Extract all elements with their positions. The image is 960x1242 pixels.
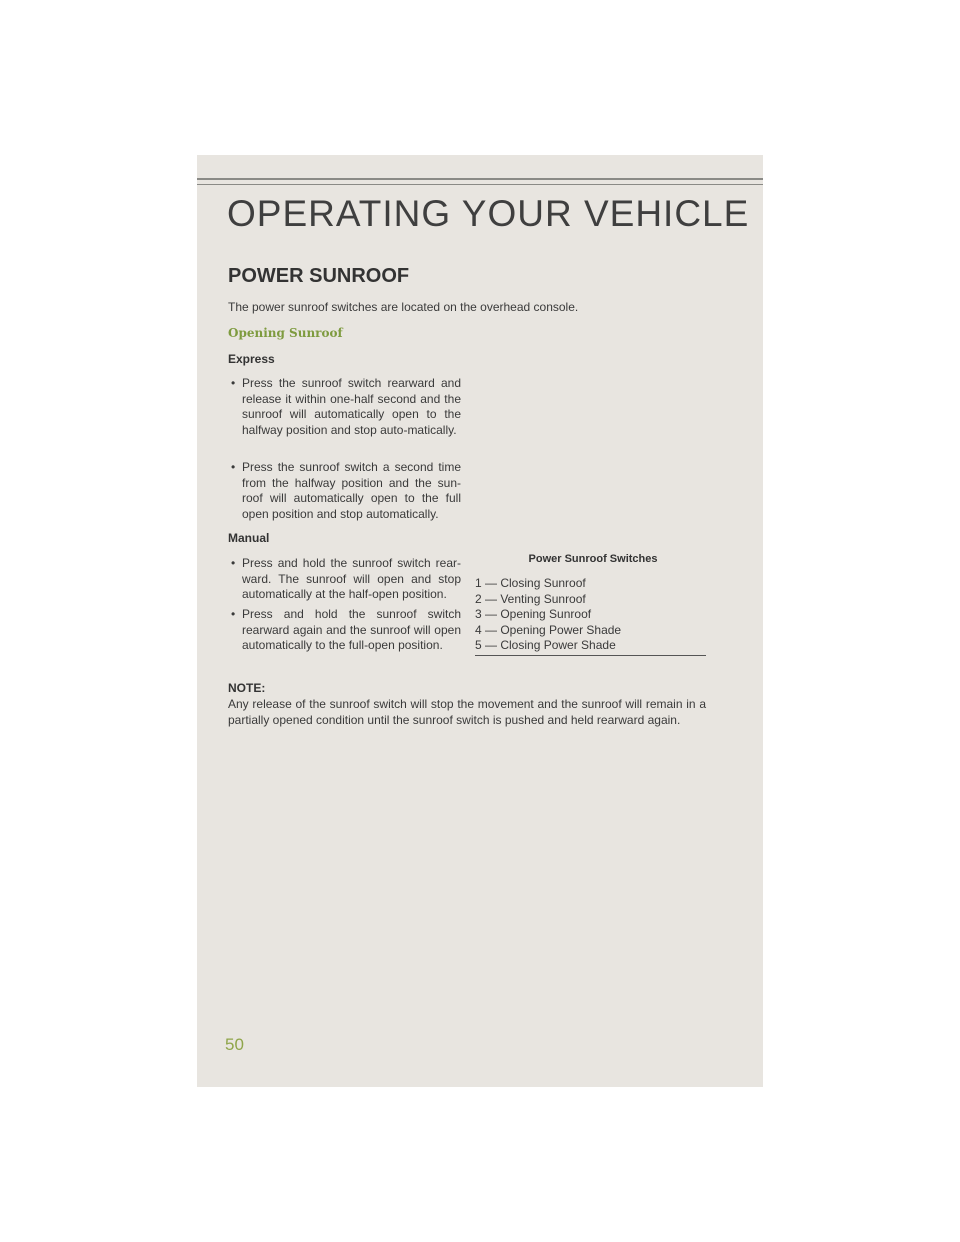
bullet-icon: • xyxy=(231,376,236,390)
legend-item: 2 — Venting Sunroof xyxy=(475,591,586,606)
legend-divider xyxy=(475,655,706,656)
bullet-icon: • xyxy=(231,556,236,570)
bullet-icon: • xyxy=(231,460,236,474)
legend-item: 3 — Opening Sunroof xyxy=(475,607,592,621)
legend-item: 4 — Opening Power Shade xyxy=(475,622,622,637)
header-rule-thick xyxy=(197,178,763,180)
figure-legend xyxy=(475,576,621,654)
note-label: NOTE: xyxy=(228,681,266,695)
list-item-text: Press the sunroof switch a second time from the halfway position and the sun-roof will automatically open to the full open position and stop automatically. xyxy=(242,460,461,521)
manual-page xyxy=(197,155,763,1087)
list-item xyxy=(228,460,461,522)
figure-caption: Power Sunroof Switches xyxy=(528,553,658,565)
page-heading: POWER SUNROOF xyxy=(228,265,410,287)
section-title: OPERATING YOUR VEHICLE xyxy=(227,193,750,234)
list-item xyxy=(228,556,461,603)
list-item xyxy=(228,607,461,654)
list-item-text: Press the sunroof switch rearward and release it within one-half second and the sunroof will automatically open to the halfway position and stop auto-matically. xyxy=(242,376,461,437)
legend-item: 1 — Closing Sunroof xyxy=(475,576,586,590)
manual-label: Manual xyxy=(228,531,270,545)
list-item xyxy=(228,376,461,438)
page-number: 50 xyxy=(225,1035,244,1054)
list-item-text: Press and hold the sunroof switch rear-ward. The sunroof will open and stop automatically at the half-open position. xyxy=(242,556,461,601)
subheading-opening-sunroof: Opening Sunroof xyxy=(228,326,343,340)
express-label: Express xyxy=(228,352,275,366)
header-rule-thin xyxy=(197,184,763,185)
intro-text: The power sunroof switches are located on the overhead console. xyxy=(228,300,579,314)
bullet-icon: • xyxy=(231,607,236,621)
list-item-text: Press and hold the sunroof switch rearward again and the sunroof will open automatically to the full-open position. xyxy=(242,607,461,652)
note-text: Any release of the sunroof switch will stop the movement and the sunroof will remain in a partially opened condition until the sunroof switch is pushed and held rearward again. xyxy=(228,697,706,727)
legend-item: 5 — Closing Power Shade xyxy=(475,638,616,652)
